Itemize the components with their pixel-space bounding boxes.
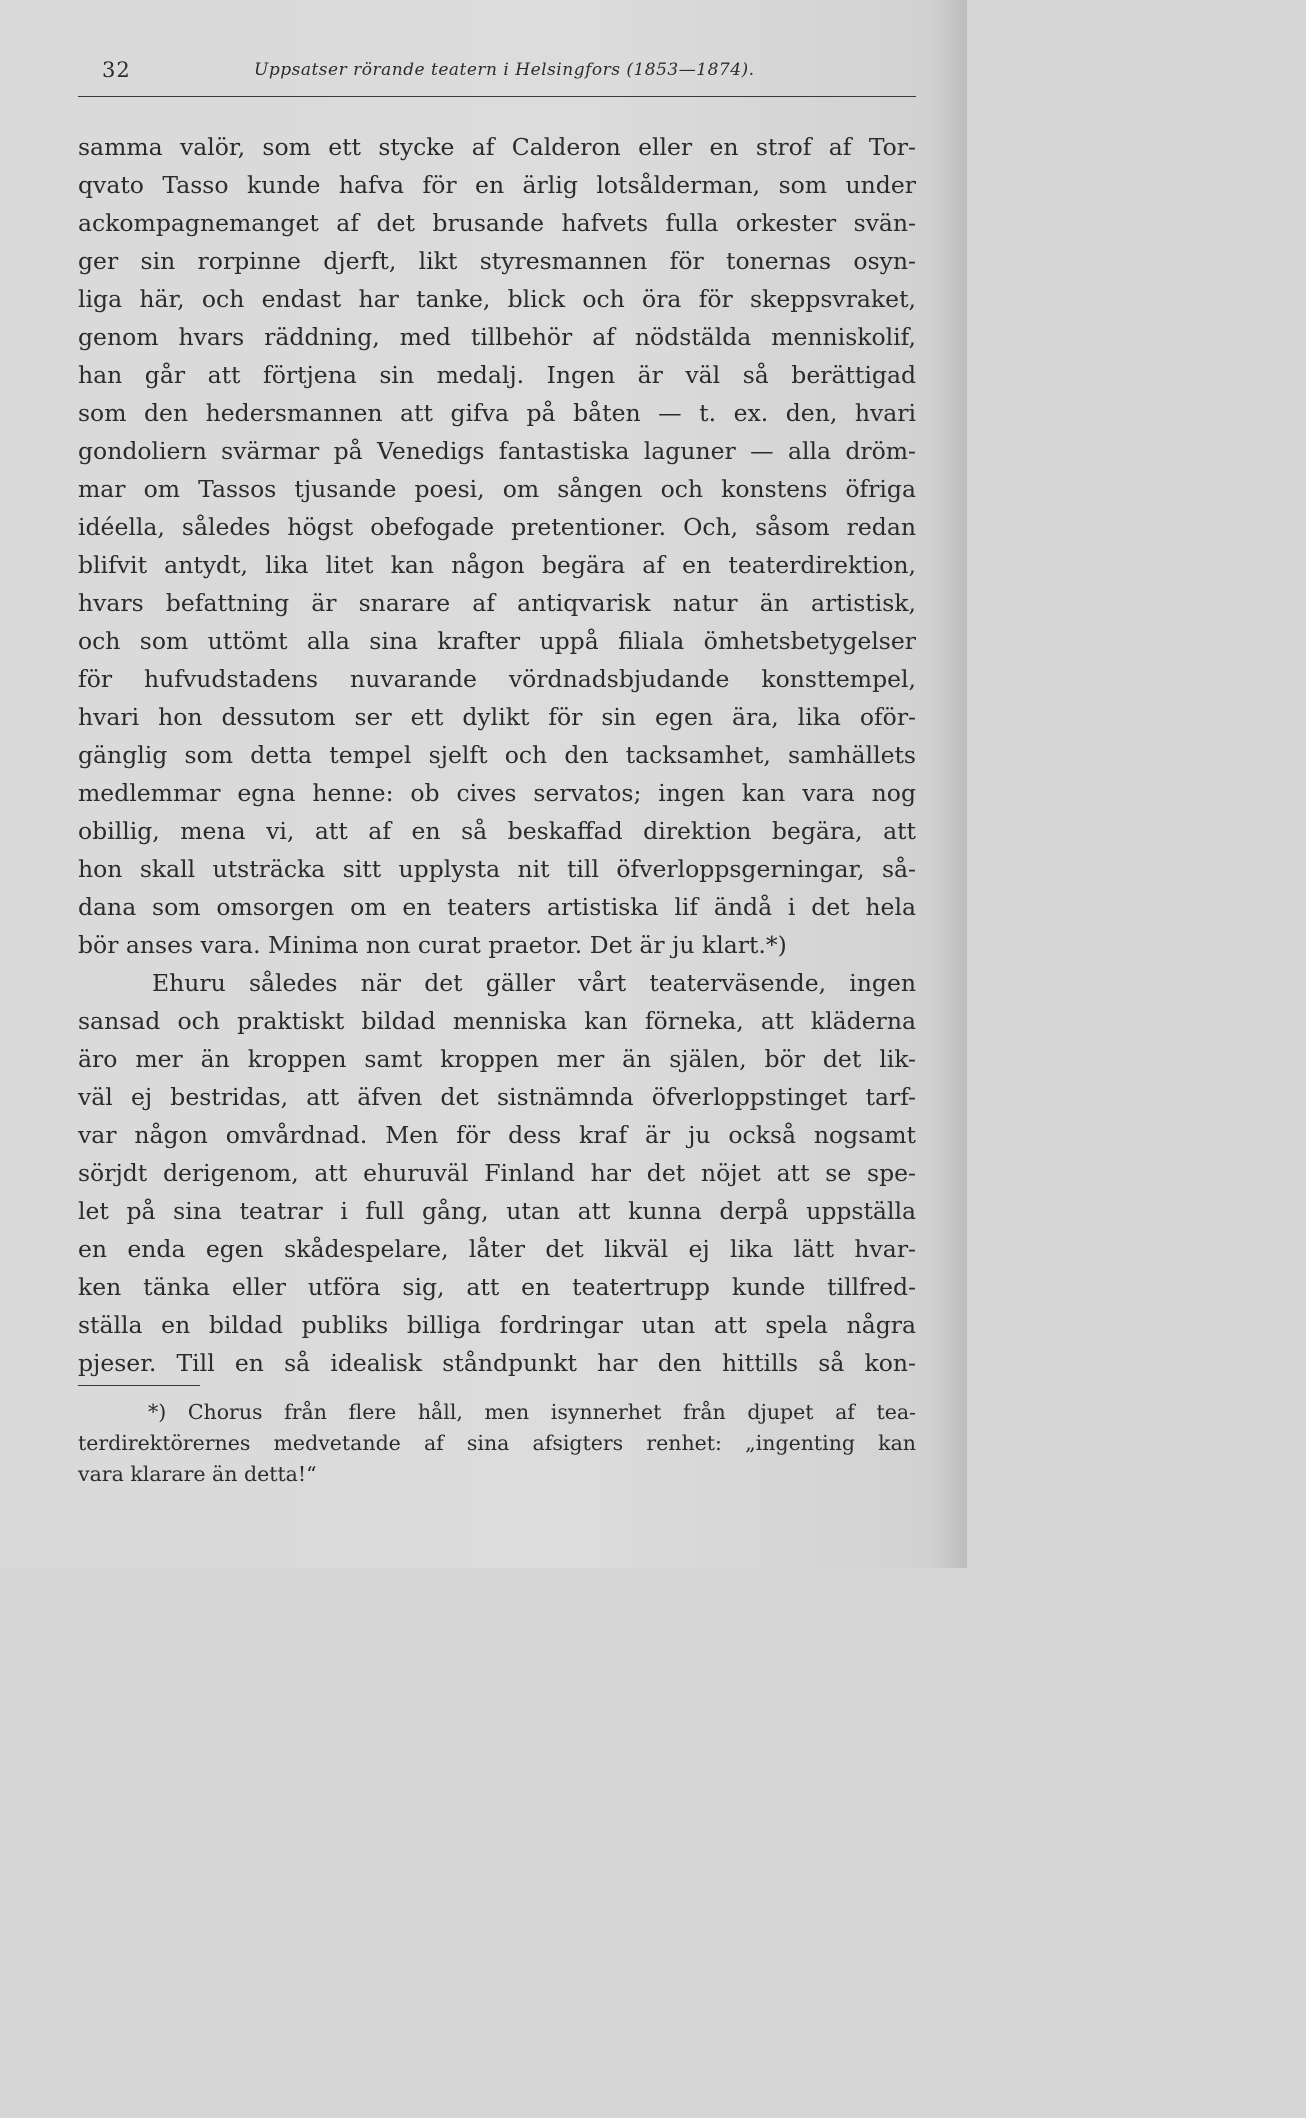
text-line: dana som omsorgen om en teaters artistiska lif ändå i det hela (78, 893, 916, 921)
text-line: Ehuru således när det gäller vårt teaterväsende, ingen (152, 969, 916, 997)
text-line: en enda egen skådespelare, låter det likväl ej lika lätt hvar- (78, 1235, 916, 1263)
text-line: genom hvars räddning, med tillbehör af nödstälda menniskolif, (78, 323, 916, 351)
text-line: var någon omvårdnad. Men för dess kraf är ju också nogsamt (78, 1121, 916, 1149)
footnote-line: vara klarare än detta!“ (78, 1462, 317, 1486)
text-line: väl ej bestridas, att äfven det sistnämnda öfverloppstinget tarf- (78, 1083, 916, 1111)
text-line: äro mer än kroppen samt kroppen mer än själen, bör det lik- (78, 1045, 916, 1073)
footnote-rule (78, 1385, 200, 1386)
footnote (78, 1397, 916, 1490)
footnote-line: *) Chorus från flere håll, men isynnerhet från djupet af tea- (148, 1400, 916, 1424)
text-line: medlemmar egna henne: ob cives servatos; ingen kan vara nog (78, 779, 916, 807)
text-line: liga här, och endast har tanke, blick och öra för skeppsvraket, (78, 285, 916, 313)
text-line: idéella, således högst obefogade pretentioner. Och, såsom redan (78, 513, 916, 541)
header-rule (78, 96, 916, 97)
text-line: och som uttömt alla sina krafter uppå filiala ömhetsbetygelser (78, 627, 916, 655)
text-line: hvari hon dessutom ser ett dylikt för sin egen ära, lika oför- (78, 703, 916, 731)
text-line: ställa en bildad publiks billiga fordringar utan att spela några (78, 1311, 916, 1339)
running-title: Uppsatser rörande teatern i Helsingfors (1853—1874). (254, 60, 755, 80)
footnote-line: terdirektörernes medvetande af sina afsigters renhet: „ingenting kan (78, 1431, 916, 1455)
page-number: 32 (102, 58, 131, 82)
text-line: som den hedersmannen att gifva på båten — t. ex. den, hvari (78, 399, 916, 427)
text-line: ken tänka eller utföra sig, att en teatertrupp kunde tillfred- (78, 1273, 916, 1301)
text-line: sörjdt derigenom, att ehuruväl Finland har det nöjet att se spe- (78, 1159, 916, 1187)
text-line: gänglig som detta tempel sjelft och den tacksamhet, samhällets (78, 741, 916, 769)
text-line: för hufvudstadens nuvarande vördnadsbjudande konsttempel, (78, 665, 916, 693)
text-line: qvato Tasso kunde hafva för en ärlig lotsålderman, som under (78, 171, 916, 199)
text-line: han går att förtjena sin medalj. Ingen är väl så berättigad (78, 361, 916, 389)
page-header (78, 52, 916, 92)
text-line: obillig, mena vi, att af en så beskaffad direktion begära, att (78, 817, 916, 845)
text-line: hvars befattning är snarare af antiqvarisk natur än artistisk, (78, 589, 916, 617)
body-text (78, 128, 916, 1382)
text-line: ackompagnemanget af det brusande hafvets fulla orkester svän- (78, 209, 916, 237)
text-line: hon skall utsträcka sitt upplysta nit till öfverloppsgerningar, så- (78, 855, 916, 883)
text-line: blifvit antydt, lika litet kan någon begära af en teaterdirektion, (78, 551, 916, 579)
text-line: bör anses vara. Minima non curat praetor. Det är ju klart.*) (78, 931, 787, 959)
text-line: ger sin rorpinne djerft, likt styresmannen för tonernas osyn- (78, 247, 916, 275)
text-line: samma valör, som ett stycke af Calderon eller en strof af Tor- (78, 133, 916, 161)
text-line: sansad och praktiskt bildad menniska kan förneka, att kläderna (78, 1007, 916, 1035)
text-line: mar om Tassos tjusande poesi, om sången och konstens öfriga (78, 475, 916, 503)
text-line: gondoliern svärmar på Venedigs fantastiska laguner — alla dröm- (78, 437, 916, 465)
text-line: pjeser. Till en så idealisk ståndpunkt har den hittills så kon- (78, 1349, 916, 1377)
text-line: let på sina teatrar i full gång, utan att kunna derpå uppställa (78, 1197, 916, 1225)
